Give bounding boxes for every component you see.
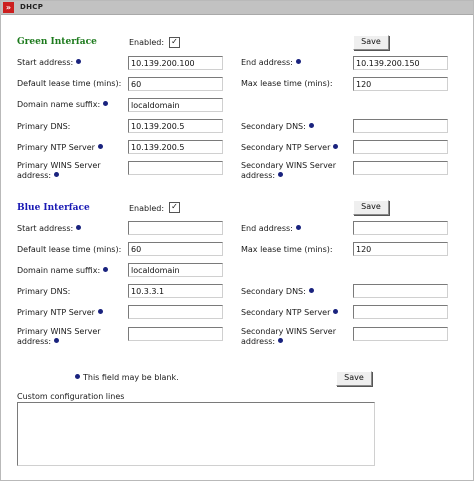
green-default-lease-input[interactable]: 60	[128, 77, 223, 91]
blank-allowed-dot-icon	[278, 172, 283, 177]
blank-allowed-dot-icon	[98, 144, 103, 149]
blank-field-note: This field may be blank.	[75, 373, 179, 383]
green-end-address-input[interactable]: 10.139.200.150	[353, 56, 448, 70]
green-primary-ntp-label: Primary NTP Server	[17, 143, 103, 153]
blank-allowed-dot-icon	[296, 59, 301, 64]
green-max-lease-label: Max lease time (mins):	[241, 79, 333, 88]
footer-save-button[interactable]: Save	[336, 371, 372, 386]
blank-allowed-dot-icon	[333, 144, 338, 149]
blue-secondary-dns-input[interactable]	[353, 284, 448, 298]
green-domain-suffix-input[interactable]: localdomain	[128, 98, 223, 112]
green-secondary-dns-label: Secondary DNS:	[241, 122, 314, 132]
title-bar	[1, 1, 473, 15]
custom-config-label: Custom configuration lines	[17, 392, 125, 401]
blue-primary-ntp-label: Primary NTP Server	[17, 308, 103, 318]
green-primary-wins-input[interactable]	[128, 161, 223, 175]
custom-config-textarea[interactable]	[17, 402, 375, 466]
green-secondary-wins-label: Secondary WINS Server address:	[241, 161, 337, 180]
blue-secondary-ntp-input[interactable]	[353, 305, 448, 319]
blue-enabled-label: Enabled:	[129, 204, 165, 213]
blue-end-address-label: End address:	[241, 224, 301, 234]
green-end-address-label: End address:	[241, 58, 301, 68]
green-save-button[interactable]: Save	[353, 35, 389, 50]
blank-allowed-dot-icon	[103, 101, 108, 106]
blue-primary-dns-input[interactable]: 10.3.3.1	[128, 284, 223, 298]
blank-allowed-dot-icon	[76, 59, 81, 64]
blue-secondary-wins-input[interactable]	[353, 327, 448, 341]
blue-primary-ntp-input[interactable]	[128, 305, 223, 319]
blank-allowed-dot-icon	[75, 374, 80, 379]
blue-max-lease-label: Max lease time (mins):	[241, 245, 333, 254]
blue-interface-heading: Blue Interface	[17, 203, 90, 213]
green-secondary-ntp-label: Secondary NTP Server	[241, 143, 338, 153]
blank-allowed-dot-icon	[54, 338, 59, 343]
blue-end-address-input[interactable]	[353, 221, 448, 235]
blue-save-button[interactable]: Save	[353, 200, 389, 215]
blue-max-lease-input[interactable]: 120	[353, 242, 448, 256]
green-primary-ntp-input[interactable]: 10.139.200.5	[128, 140, 223, 154]
blue-secondary-wins-label: Secondary WINS Server address:	[241, 327, 337, 346]
blue-domain-suffix-label: Domain name suffix:	[17, 266, 108, 276]
blank-allowed-dot-icon	[309, 123, 314, 128]
green-enabled-label: Enabled:	[129, 38, 165, 47]
panel-title: DHCP	[20, 3, 44, 11]
green-interface-heading: Green Interface	[17, 37, 97, 47]
green-start-address-label: Start address:	[17, 58, 81, 68]
blue-primary-wins-label: Primary WINS Server address:	[17, 327, 101, 346]
blue-secondary-dns-label: Secondary DNS:	[241, 287, 314, 297]
green-max-lease-input[interactable]: 120	[353, 77, 448, 91]
blank-allowed-dot-icon	[296, 225, 301, 230]
blue-default-lease-label: Default lease time (mins):	[17, 245, 122, 254]
blank-allowed-dot-icon	[98, 309, 103, 314]
blue-primary-wins-input[interactable]	[128, 327, 223, 341]
blank-allowed-dot-icon	[103, 267, 108, 272]
blank-allowed-dot-icon	[333, 309, 338, 314]
green-domain-suffix-label: Domain name suffix:	[17, 100, 108, 110]
green-secondary-ntp-input[interactable]	[353, 140, 448, 154]
blue-primary-dns-label: Primary DNS:	[17, 287, 71, 296]
blue-start-address-input[interactable]	[128, 221, 223, 235]
blue-enabled-checkbox[interactable]: ✓	[169, 202, 180, 213]
blue-domain-suffix-input[interactable]: localdomain	[128, 263, 223, 277]
collapse-arrows-icon[interactable]: »	[3, 2, 14, 13]
blue-default-lease-input[interactable]: 60	[128, 242, 223, 256]
blank-allowed-dot-icon	[278, 338, 283, 343]
green-primary-wins-label: Primary WINS Server address:	[17, 161, 101, 180]
blue-start-address-label: Start address:	[17, 224, 81, 234]
green-secondary-wins-input[interactable]	[353, 161, 448, 175]
green-secondary-dns-input[interactable]	[353, 119, 448, 133]
green-start-address-input[interactable]: 10.139.200.100	[128, 56, 223, 70]
green-primary-dns-input[interactable]: 10.139.200.5	[128, 119, 223, 133]
blank-allowed-dot-icon	[76, 225, 81, 230]
blank-allowed-dot-icon	[54, 172, 59, 177]
green-primary-dns-label: Primary DNS:	[17, 122, 71, 131]
blue-secondary-ntp-label: Secondary NTP Server	[241, 308, 338, 318]
green-default-lease-label: Default lease time (mins):	[17, 79, 122, 88]
green-enabled-checkbox[interactable]: ✓	[169, 37, 180, 48]
blank-allowed-dot-icon	[309, 288, 314, 293]
